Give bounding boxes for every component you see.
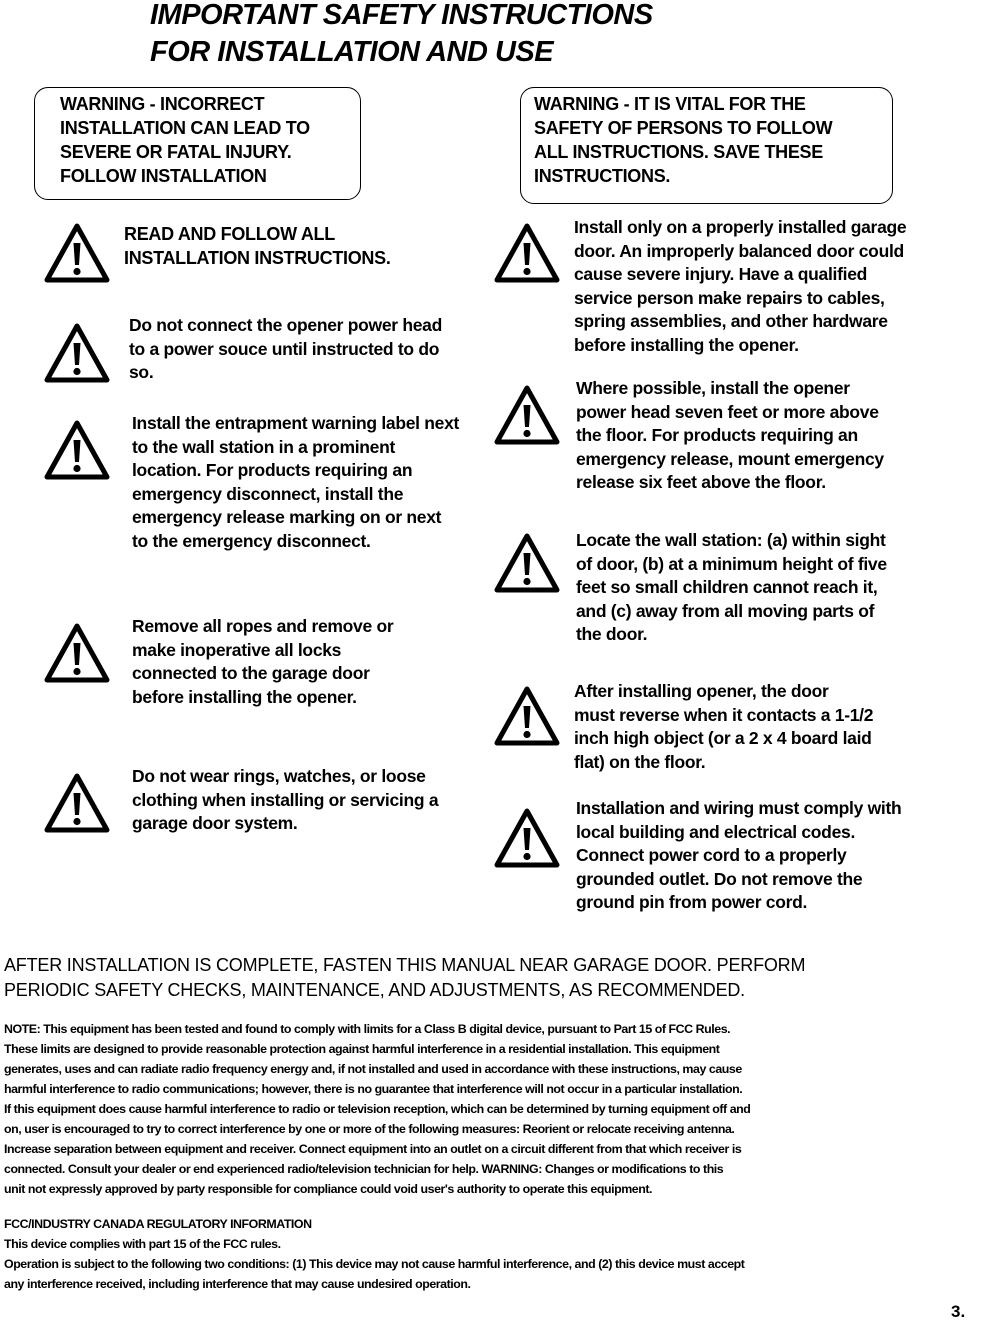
warning-box-right: WARNING - IT IS VITAL FOR THE SAFETY OF PERSONS TO FOLLOW ALL INSTRUCTIONS. SAVE THESE INSTRUCTIONS. [520, 87, 893, 204]
page-number: 3. [951, 1302, 966, 1321]
fcc-regulatory-section [4, 1214, 980, 1294]
instruction-read-follow: READ AND FOLLOW ALL INSTALLATION INSTRUCTIONS. [124, 224, 391, 268]
instruction-reverse-test: After installing opener, the door must reverse when it contacts a 1-1/2 inch high object (or a 2 x 4 board laid flat) on the floor. [574, 681, 874, 772]
instruction-wall-station: Locate the wall station: (a) within sight of door, (b) at a minimum height of five feet so small children cannot reach it, and (c) away from all moving parts of the door. [576, 530, 887, 644]
instruction-entrapment-label: Install the entrapment warning label next to the wall station in a prominent location. For products requiring an emergency disconnect, install the emergency release marking on or next to the emergency disconnect. [132, 413, 460, 551]
warning-triangle-icon [494, 686, 560, 746]
warning-triangle-icon [44, 223, 110, 283]
warning-triangle-icon [44, 420, 110, 480]
instruction-wiring-codes: Installation and wiring must comply with local building and electrical codes. Connect power cord to a properly grounded outlet. Do not remove the ground pin from power cord. [576, 798, 902, 912]
warning-triangle-icon [494, 223, 560, 283]
warning-triangle-icon [494, 533, 560, 593]
fcc-note: NOTE: This equipment has been tested and found to comply with limits for a Class B digital device, pursuant to Part 15 of FCC Rules. These limits are designed to provide reasonable protection against harmful interference in a residential installation. This equipment generates, uses and can radiate radio frequency energy and, if not installed and used in accordance with these instructions, may cause harmful interference to radio communications; however, there is no guarantee that interference will not occur in a particular installation. If this equipment does cause harmful interference to radio or television reception, which can be determined by turning equipment off and on, user is encouraged to try to correct interference by one or more of the following measures: Reorient or relocate receiving antenna. Increase separation between equipment and receiver. Connect equipment into an outlet on a circuit different from that which receiver is connected. Consult your dealer or end experienced radio/television technician for help. WARNING: Changes or modifications to this unit not expressly approved by party responsible for compliance could void user's authority to operate this equipment. [4, 1022, 751, 1196]
instruction-power-head: Do not connect the opener power head to a power souce until instructed to do so. [129, 315, 442, 382]
warning-box-left: WARNING - INCORRECT INSTALLATION CAN LEAD TO SEVERE OR FATAL INJURY. FOLLOW INSTALLATION [34, 87, 361, 200]
after-installation-notice: AFTER INSTALLATION IS COMPLETE, FASTEN THIS MANUAL NEAR GARAGE DOOR. PERFORM PERIODIC SAFETY CHECKS, MAINTENANCE, AND ADJUSTMENTS, AS RECOMMENDED. [4, 955, 806, 1000]
warning-triangle-icon [494, 808, 560, 868]
fcc-heading: FCC/INDUSTRY CANADA REGULATORY INFORMATION [4, 1217, 312, 1231]
instruction-remove-ropes: Remove all ropes and remove or make inoperative all locks connected to the garage door before installing the opener. [132, 616, 394, 707]
instruction-clothing: Do not wear rings, watches, or loose clothing when installing or servicing a garage door system. [132, 766, 439, 833]
page-title-line-1: IMPORTANT SAFETY INSTRUCTIONS [150, 0, 653, 31]
warning-triangle-icon [494, 385, 560, 445]
page-title-line-2: FOR INSTALLATION AND USE [150, 36, 554, 68]
warning-triangle-icon [44, 773, 110, 833]
warning-triangle-icon [44, 623, 110, 683]
instruction-install-garage-door: Install only on a properly installed garage door. An improperly balanced door could cause severe injury. Have a qualified service person make repairs to cables, spring assemblies, and other hardware before installing the opener. [574, 217, 907, 355]
instruction-mount-height: Where possible, install the opener power head seven feet or more above the floor. For products requiring an emergency release, mount emergency release six feet above the floor. [576, 378, 884, 492]
warning-triangle-icon [44, 323, 110, 383]
fcc-body: This device complies with part 15 of the FCC rules. Operation is subject to the following two conditions: (1) This device may not cause harmful interference, and (2) this device must accept any interference received, including interference that may cause undesired operation. [4, 1237, 745, 1291]
